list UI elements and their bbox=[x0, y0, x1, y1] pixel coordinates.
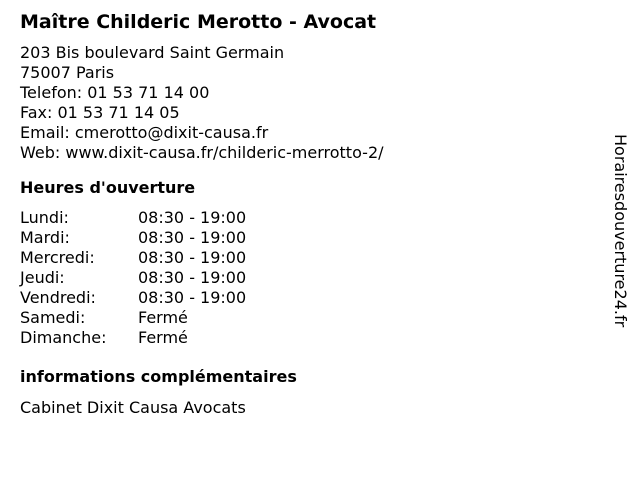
hours-day: Dimanche: bbox=[20, 328, 107, 347]
hours-time: 08:30 - 19:00 bbox=[138, 208, 247, 227]
business-card bbox=[20, 8, 600, 418]
street-address: 203 Bis boulevard Saint Germain bbox=[20, 43, 285, 62]
email-address[interactable]: Email: cmerotto@dixit-causa.fr bbox=[20, 123, 269, 142]
hours-row bbox=[20, 308, 600, 328]
contact-block bbox=[20, 43, 600, 163]
hours-table bbox=[20, 208, 600, 348]
city-address: 75007 Paris bbox=[20, 63, 115, 82]
hours-day: Samedi: bbox=[20, 308, 86, 327]
hours-row bbox=[20, 208, 600, 228]
hours-time: Fermé bbox=[138, 328, 188, 347]
hours-day: Lundi: bbox=[20, 208, 69, 227]
hours-row bbox=[20, 328, 600, 348]
business-title: Maître Childeric Merotto - Avocat bbox=[20, 11, 377, 33]
info-text: Cabinet Dixit Causa Avocats bbox=[20, 398, 246, 417]
hours-time: Fermé bbox=[138, 308, 188, 327]
hours-row bbox=[20, 288, 600, 308]
fax-number: Fax: 01 53 71 14 05 bbox=[20, 103, 180, 122]
hours-row bbox=[20, 268, 600, 288]
hours-day: Mardi: bbox=[20, 228, 70, 247]
hours-time: 08:30 - 19:00 bbox=[138, 288, 247, 307]
info-heading: informations complémentaires bbox=[20, 367, 297, 386]
hours-time: 08:30 - 19:00 bbox=[138, 268, 247, 287]
hours-day: Mercredi: bbox=[20, 248, 95, 267]
website-link[interactable]: Web: www.dixit-causa.fr/childeric-merrotto-2/ bbox=[20, 143, 384, 162]
site-watermark: Horairesdouverture24.fr bbox=[611, 134, 630, 328]
hours-row bbox=[20, 228, 600, 248]
phone-number[interactable]: Telefon: 01 53 71 14 00 bbox=[20, 83, 210, 102]
hours-time: 08:30 - 19:00 bbox=[138, 228, 247, 247]
hours-row bbox=[20, 248, 600, 268]
hours-day: Jeudi: bbox=[20, 268, 65, 287]
hours-time: 08:30 - 19:00 bbox=[138, 248, 247, 267]
hours-heading: Heures d'ouverture bbox=[20, 178, 196, 197]
hours-day: Vendredi: bbox=[20, 288, 96, 307]
